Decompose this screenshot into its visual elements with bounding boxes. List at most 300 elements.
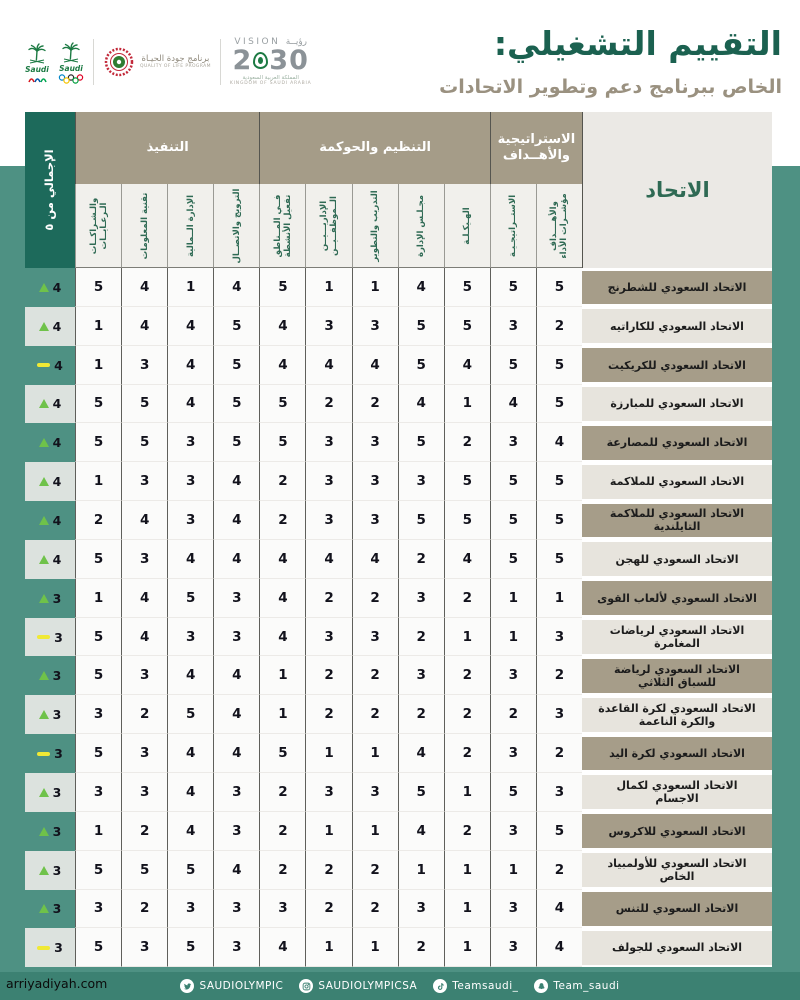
trend-steady-icon — [37, 363, 50, 367]
total-score: 4 — [52, 396, 62, 412]
trend-up-icon — [39, 555, 49, 564]
score-cell: 1 — [490, 851, 536, 890]
score-cell: 1 — [536, 579, 582, 618]
score-cell: 4 — [121, 579, 167, 618]
vision-country-english: KINGDOM OF SAUDI ARABIA — [229, 81, 312, 86]
score-cell: 2 — [305, 695, 351, 734]
saudi-olympic-logo — [58, 40, 84, 84]
tiktok-icon — [433, 979, 447, 993]
score-cell: 4 — [213, 501, 259, 540]
score-cell: 4 — [213, 462, 259, 501]
trend-steady-icon — [37, 752, 50, 756]
score-cell: 5 — [444, 501, 490, 540]
score-cell: 3 — [259, 890, 305, 929]
score-cell: 1 — [75, 579, 121, 618]
score-cell: 1 — [398, 851, 444, 890]
score-cell: 2 — [444, 812, 490, 851]
social-link-tiktok[interactable] — [433, 979, 518, 993]
score-cell: 3 — [305, 501, 351, 540]
score-cell: 5 — [121, 851, 167, 890]
column-header: الهـيكـلـة — [444, 184, 490, 268]
score-cell: 2 — [259, 851, 305, 890]
score-cell: 4 — [352, 540, 398, 579]
score-cell: 5 — [167, 579, 213, 618]
score-cell: 3 — [352, 773, 398, 812]
federation-column-header: الاتحاد — [582, 112, 772, 268]
score-cell: 5 — [167, 695, 213, 734]
total-score: 4 — [54, 357, 63, 373]
score-cell: 4 — [536, 423, 582, 462]
score-cell: 5 — [167, 928, 213, 967]
score-cell: 4 — [490, 385, 536, 424]
column-header: فــي المــناطق تفعيل الأنشطة — [259, 184, 305, 268]
score-cell: 3 — [121, 773, 167, 812]
score-cell: 4 — [121, 618, 167, 657]
score-cell: 3 — [490, 812, 536, 851]
social-link-instagram[interactable] — [299, 979, 417, 993]
score-cell: 3 — [536, 695, 582, 734]
score-cell: 5 — [536, 385, 582, 424]
score-cell: 3 — [305, 307, 351, 346]
score-cell: 5 — [398, 423, 444, 462]
score-cell: 4 — [259, 928, 305, 967]
total-cell — [25, 346, 75, 385]
score-cell: 4 — [167, 812, 213, 851]
social-handle: Teamsaudi_ — [452, 980, 519, 992]
score-cell: 3 — [121, 734, 167, 773]
score-cell: 4 — [167, 656, 213, 695]
agitos-icon — [27, 75, 47, 83]
score-cell: 3 — [167, 423, 213, 462]
score-cell: 5 — [536, 540, 582, 579]
score-cell: 3 — [75, 773, 121, 812]
palm-tree-icon — [59, 40, 83, 64]
score-cell: 3 — [121, 540, 167, 579]
column-header: الترويج والاتصــال — [213, 184, 259, 268]
total-cell — [25, 579, 75, 618]
score-cell: 4 — [213, 695, 259, 734]
score-cell: 4 — [167, 346, 213, 385]
qol-title-arabic: برنامج جودة الحيـاة — [141, 53, 210, 64]
score-cell: 4 — [398, 734, 444, 773]
score-cell: 1 — [352, 268, 398, 307]
score-cell: 3 — [352, 501, 398, 540]
total-cell — [25, 501, 75, 540]
score-cell: 2 — [490, 695, 536, 734]
score-cell: 4 — [213, 268, 259, 307]
score-cell: 3 — [213, 618, 259, 657]
score-cell: 5 — [490, 773, 536, 812]
score-cell: 5 — [259, 385, 305, 424]
score-cell: 5 — [444, 307, 490, 346]
score-cell: 5 — [75, 928, 121, 967]
total-score: 4 — [52, 551, 62, 567]
quality-of-life-logo — [103, 46, 211, 78]
score-cell: 2 — [444, 734, 490, 773]
group-header-2: التنفيذ — [75, 112, 259, 184]
total-score: 4 — [52, 279, 62, 295]
score-cell: 4 — [167, 307, 213, 346]
score-cell: 4 — [352, 346, 398, 385]
total-cell — [25, 928, 75, 967]
score-cell: 5 — [490, 462, 536, 501]
score-cell: 4 — [121, 501, 167, 540]
score-cell: 4 — [259, 618, 305, 657]
total-score: 3 — [52, 590, 62, 606]
score-cell: 1 — [75, 307, 121, 346]
score-cell: 3 — [352, 307, 398, 346]
score-cell: 3 — [167, 890, 213, 929]
total-score: 4 — [52, 474, 62, 490]
score-cell: 3 — [167, 462, 213, 501]
trend-up-icon — [39, 438, 49, 447]
score-cell: 2 — [536, 851, 582, 890]
federation-name: الاتحاد السعودي للكاراتيه — [582, 307, 772, 346]
column-header: الاستــراتيجـيـة — [490, 184, 536, 268]
trend-up-icon — [39, 283, 49, 292]
logo-strip — [25, 24, 311, 100]
score-cell: 5 — [398, 501, 444, 540]
score-cell: 1 — [490, 618, 536, 657]
score-cell: 3 — [490, 734, 536, 773]
score-cell: 4 — [167, 385, 213, 424]
vision-wordmark: VISION رؤيــة — [234, 36, 308, 47]
trend-up-icon — [39, 710, 49, 719]
score-cell: 1 — [305, 734, 351, 773]
score-cell: 3 — [536, 773, 582, 812]
score-cell: 2 — [352, 851, 398, 890]
trend-up-icon — [39, 516, 49, 525]
score-cell: 2 — [444, 656, 490, 695]
vision-country-arabic: المملكة العربية السعودية — [242, 74, 299, 81]
trend-up-icon — [39, 788, 49, 797]
score-cell: 2 — [259, 462, 305, 501]
score-cell: 5 — [259, 423, 305, 462]
federation-name: الاتحاد السعودي للهجن — [582, 540, 772, 579]
score-cell: 5 — [536, 812, 582, 851]
score-cell: 5 — [536, 268, 582, 307]
score-cell: 3 — [490, 656, 536, 695]
social-links — [0, 972, 800, 1000]
total-cell — [25, 423, 75, 462]
score-cell: 1 — [444, 928, 490, 967]
score-cell: 5 — [490, 268, 536, 307]
score-cell: 4 — [121, 268, 167, 307]
score-cell: 2 — [305, 656, 351, 695]
score-cell: 3 — [352, 462, 398, 501]
column-header: الإداريـــيــن الــموظفــيــن — [305, 184, 351, 268]
score-cell: 3 — [121, 346, 167, 385]
score-cell: 3 — [490, 928, 536, 967]
score-cell: 1 — [305, 268, 351, 307]
total-score: 3 — [54, 629, 63, 645]
score-cell: 3 — [213, 579, 259, 618]
score-cell: 2 — [259, 501, 305, 540]
score-cell: 2 — [398, 695, 444, 734]
column-header: والـشـراكــات الـرعـايــات — [75, 184, 121, 268]
score-cell: 3 — [213, 928, 259, 967]
score-cell: 4 — [213, 851, 259, 890]
federation-name: الاتحاد السعودي للأولمبياد الخاص — [582, 851, 772, 890]
score-cell: 2 — [305, 579, 351, 618]
score-cell: 5 — [490, 540, 536, 579]
score-cell: 2 — [398, 928, 444, 967]
total-score: 3 — [52, 784, 62, 800]
social-handle: SAUDIOLYMPICSA — [318, 980, 418, 992]
score-cell: 4 — [167, 734, 213, 773]
score-cell: 2 — [259, 812, 305, 851]
score-cell: 5 — [75, 656, 121, 695]
score-cell: 2 — [536, 734, 582, 773]
score-cell: 4 — [536, 890, 582, 929]
score-cell: 2 — [444, 423, 490, 462]
vision-palm-emblem-icon — [253, 52, 268, 69]
total-score: 3 — [52, 901, 62, 917]
score-cell: 3 — [536, 618, 582, 657]
column-header: مجـلـس الإدارة — [398, 184, 444, 268]
score-cell: 2 — [444, 579, 490, 618]
score-cell: 1 — [259, 656, 305, 695]
total-score: 4 — [52, 435, 62, 451]
score-cell: 2 — [352, 385, 398, 424]
column-header: تقنية المعلومات — [121, 184, 167, 268]
total-cell — [25, 851, 75, 890]
social-link-snapchat[interactable] — [534, 979, 619, 993]
score-cell: 3 — [121, 656, 167, 695]
trend-up-icon — [39, 399, 49, 408]
score-cell: 4 — [398, 268, 444, 307]
score-cell: 3 — [213, 812, 259, 851]
score-cell: 5 — [213, 346, 259, 385]
score-cell: 5 — [75, 385, 121, 424]
federation-name: الاتحاد السعودي لألعاب القوى — [582, 579, 772, 618]
score-cell: 3 — [398, 890, 444, 929]
vision-2030-logo — [230, 38, 312, 87]
group-header-1: التنظيم والحوكمة — [259, 112, 489, 184]
score-cell: 5 — [75, 268, 121, 307]
score-cell: 1 — [352, 812, 398, 851]
score-cell: 5 — [75, 618, 121, 657]
score-cell: 4 — [259, 540, 305, 579]
score-cell: 5 — [444, 462, 490, 501]
score-cell: 1 — [259, 695, 305, 734]
total-score: 3 — [54, 746, 63, 762]
total-cell — [25, 618, 75, 657]
quality-of-life-emblem-icon — [103, 46, 135, 78]
total-cell — [25, 734, 75, 773]
logo-divider — [220, 39, 221, 85]
score-cell: 3 — [121, 928, 167, 967]
score-cell: 2 — [305, 385, 351, 424]
federation-name: الاتحاد السعودي للاكروس — [582, 812, 772, 851]
score-cell: 2 — [75, 501, 121, 540]
score-cell: 5 — [398, 773, 444, 812]
total-cell — [25, 462, 75, 501]
score-cell: 5 — [398, 307, 444, 346]
page-title: التقييم التشغيلي: — [493, 24, 782, 63]
score-cell: 2 — [536, 656, 582, 695]
score-cell: 5 — [490, 346, 536, 385]
vision-year: 2 30 — [232, 44, 309, 76]
federation-name: الاتحاد السعودي للجولف — [582, 928, 772, 967]
score-cell: 3 — [352, 618, 398, 657]
trend-up-icon — [39, 866, 49, 875]
column-header: التدريب والتطوير — [352, 184, 398, 268]
score-cell: 3 — [352, 423, 398, 462]
total-cell — [25, 268, 75, 307]
score-cell: 5 — [213, 423, 259, 462]
score-cell: 1 — [75, 812, 121, 851]
trend-steady-icon — [37, 946, 50, 950]
page-subtitle: الخاص ببرنامج دعم وتطوير الاتحادات — [439, 76, 782, 98]
column-header: والأهــــداف مؤشــرات الأداء — [536, 184, 582, 268]
score-cell: 5 — [398, 346, 444, 385]
score-cell: 3 — [490, 890, 536, 929]
score-cell: 4 — [121, 307, 167, 346]
score-cell: 4 — [167, 773, 213, 812]
score-cell: 5 — [167, 851, 213, 890]
qol-title-english: QUALITY OF LIFE PROGRAM — [140, 64, 211, 69]
score-cell: 2 — [536, 307, 582, 346]
score-cell: 5 — [121, 423, 167, 462]
score-cell: 4 — [167, 540, 213, 579]
score-cell: 4 — [259, 346, 305, 385]
score-cell: 4 — [398, 385, 444, 424]
score-cell: 5 — [213, 307, 259, 346]
score-cell: 2 — [121, 812, 167, 851]
social-link-twitter[interactable] — [180, 979, 283, 993]
score-cell: 3 — [75, 890, 121, 929]
total-cell — [25, 385, 75, 424]
score-cell: 4 — [444, 346, 490, 385]
evaluation-table — [25, 112, 772, 967]
total-score: 4 — [52, 512, 62, 528]
watermark: arriyadiyah.com — [6, 976, 108, 991]
score-cell: 1 — [444, 385, 490, 424]
score-cell: 2 — [352, 656, 398, 695]
score-cell: 1 — [490, 579, 536, 618]
score-cell: 5 — [536, 462, 582, 501]
total-cell — [25, 695, 75, 734]
instagram-icon — [299, 979, 313, 993]
score-cell: 5 — [536, 346, 582, 385]
snapchat-icon — [534, 979, 548, 993]
olympic-rings-icon — [58, 74, 84, 84]
score-cell: 4 — [536, 928, 582, 967]
logo-divider — [93, 39, 94, 85]
score-cell: 2 — [398, 618, 444, 657]
trend-up-icon — [39, 904, 49, 913]
score-cell: 1 — [444, 773, 490, 812]
score-cell: 2 — [305, 890, 351, 929]
total-score: 3 — [52, 862, 62, 878]
federation-name: الاتحاد السعودي لكرة القاعدة والكرة الناعمة — [582, 695, 772, 734]
score-cell: 5 — [75, 540, 121, 579]
federation-name: الاتحاد السعودي لكمال الاجسام — [582, 773, 772, 812]
score-cell: 4 — [213, 656, 259, 695]
score-cell: 3 — [213, 773, 259, 812]
score-cell: 2 — [352, 579, 398, 618]
social-handle: Team_saudi — [553, 980, 620, 992]
total-score: 3 — [52, 668, 62, 684]
total-column-header: الإجمالي من ٥ — [25, 112, 75, 268]
score-cell: 3 — [490, 423, 536, 462]
score-cell: 1 — [444, 890, 490, 929]
score-cell: 3 — [167, 501, 213, 540]
trend-up-icon — [39, 594, 49, 603]
score-cell: 3 — [167, 618, 213, 657]
paralympic-label: Saudi — [25, 65, 49, 75]
score-cell: 5 — [259, 734, 305, 773]
score-cell: 1 — [444, 618, 490, 657]
score-cell: 1 — [352, 928, 398, 967]
score-cell: 3 — [398, 462, 444, 501]
score-cell: 1 — [305, 928, 351, 967]
federation-name: الاتحاد السعودي للكريكيت — [582, 346, 772, 385]
total-cell — [25, 890, 75, 929]
total-score: 3 — [52, 823, 62, 839]
score-cell: 3 — [305, 618, 351, 657]
score-cell: 3 — [121, 462, 167, 501]
score-cell: 2 — [305, 851, 351, 890]
score-cell: 5 — [75, 734, 121, 773]
score-cell: 3 — [305, 423, 351, 462]
score-cell: 1 — [167, 268, 213, 307]
score-cell: 4 — [398, 812, 444, 851]
score-cell: 5 — [213, 385, 259, 424]
score-cell: 3 — [305, 462, 351, 501]
federation-name: الاتحاد السعودي للملاكمة التايلندية — [582, 501, 772, 540]
federation-name: الاتحاد السعودي لرياضات المغامرة — [582, 618, 772, 657]
olympic-label: Saudi — [59, 64, 83, 74]
federation-name: الاتحاد السعودي لرياضة للسباق الثلاثي — [582, 656, 772, 695]
federation-name: الاتحاد السعودي لكرة اليد — [582, 734, 772, 773]
score-cell: 4 — [444, 540, 490, 579]
group-header-0: الاستراتيجية والأهــداف — [490, 112, 582, 184]
trend-up-icon — [39, 322, 49, 331]
score-cell: 5 — [490, 501, 536, 540]
trend-steady-icon — [37, 635, 50, 639]
twitter-icon — [180, 979, 194, 993]
score-cell: 3 — [490, 307, 536, 346]
score-cell: 5 — [536, 501, 582, 540]
score-cell: 5 — [259, 268, 305, 307]
score-cell: 3 — [75, 695, 121, 734]
score-cell: 1 — [75, 346, 121, 385]
saudi-paralympic-logo — [25, 41, 49, 83]
score-cell: 1 — [444, 851, 490, 890]
score-cell: 2 — [121, 695, 167, 734]
total-cell — [25, 656, 75, 695]
score-cell: 3 — [398, 579, 444, 618]
score-cell: 2 — [352, 890, 398, 929]
score-cell: 2 — [444, 695, 490, 734]
score-cell: 2 — [259, 773, 305, 812]
total-score: 4 — [52, 318, 62, 334]
social-handle: SAUDIOLYMPIC — [199, 980, 284, 992]
score-cell: 5 — [444, 268, 490, 307]
score-cell: 3 — [213, 890, 259, 929]
score-cell: 5 — [121, 385, 167, 424]
score-cell: 1 — [305, 812, 351, 851]
score-cell: 5 — [75, 851, 121, 890]
score-cell: 4 — [213, 540, 259, 579]
total-score: 3 — [54, 940, 63, 956]
score-cell: 4 — [259, 579, 305, 618]
federation-name: الاتحاد السعودي للملاكمة — [582, 462, 772, 501]
score-cell: 4 — [305, 346, 351, 385]
score-cell: 3 — [305, 773, 351, 812]
